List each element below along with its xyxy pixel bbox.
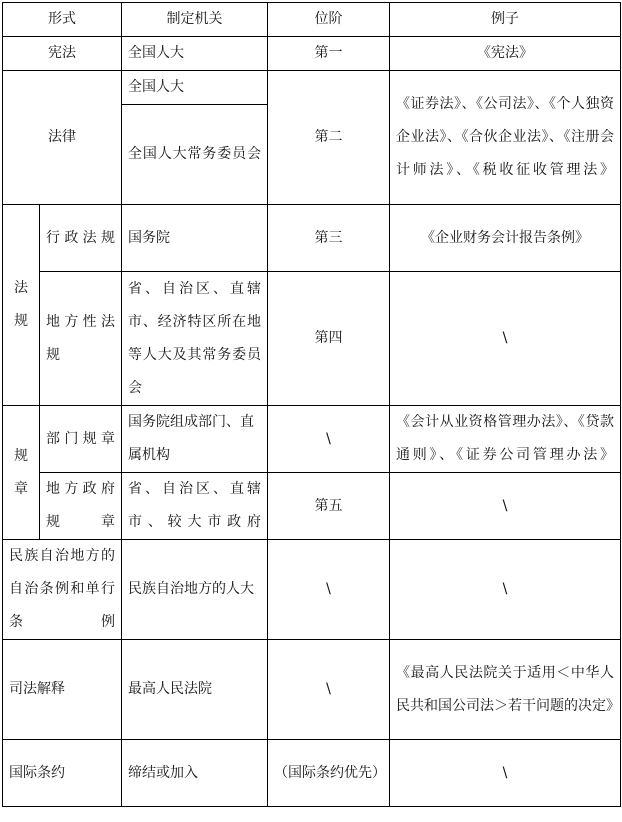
row-treaty (3, 740, 621, 807)
judicial-rank: \ (268, 640, 390, 740)
local-gov-rules-example: \ (390, 473, 621, 540)
constitution-form: 宪法 (3, 37, 122, 71)
treaty-rank: （国际条约优先） (268, 740, 390, 807)
regulation-char-2: 规 (14, 313, 28, 329)
rules-char-2: 章 (14, 480, 28, 497)
row-law-1 (3, 71, 621, 105)
header-example: 例子 (390, 3, 621, 37)
local-regulation-sub: 地方性法规 (40, 272, 122, 406)
row-judicial (3, 640, 621, 740)
law-example: 《证券法》、《公司法》、《个人独资企业法》、《合伙企业法》、《注册会计师法》、《税收征收管理法》 (390, 71, 621, 205)
autonomous-example: \ (390, 540, 621, 640)
treaty-form: 国际条约 (3, 740, 122, 807)
header-rank: 位阶 (268, 3, 390, 37)
admin-regulation-sub: 行政法规 (40, 205, 122, 272)
row-local-regulation (3, 272, 621, 406)
constitution-example: 《宪法》 (390, 37, 621, 71)
law-rank: 第二 (268, 71, 390, 205)
judicial-example: 《最高人民法院关于适用＜中华人民共和国公司法＞若干问题的决定》 (390, 640, 621, 740)
dept-rules-rank: \ (268, 406, 390, 473)
law-body-npc: 全国人大 (122, 71, 268, 105)
row-local-gov-rules (3, 473, 621, 540)
legal-forms-table (2, 2, 621, 807)
local-gov-rules-body: 省、自治区、直辖市、较大市政府 (122, 473, 268, 540)
treaty-example: \ (390, 740, 621, 807)
dept-rules-example: 《会计从业资格管理办法》、《贷款通则》、《证券公司管理办法》 (390, 406, 621, 473)
autonomous-body: 民族自治地方的人大 (122, 540, 268, 640)
admin-regulation-example: 《企业财务会计报告条例》 (390, 205, 621, 272)
rules-group-label (3, 406, 40, 540)
row-dept-rules (3, 406, 621, 473)
header-form: 形式 (3, 3, 122, 37)
regulation-char-1: 法 (14, 280, 28, 296)
local-regulation-rank: 第四 (268, 272, 390, 406)
header-body: 制定机关 (122, 3, 268, 37)
rules-char-1: 规 (14, 447, 28, 464)
row-constitution (3, 37, 621, 71)
autonomous-rank: \ (268, 540, 390, 640)
admin-regulation-rank: 第三 (268, 205, 390, 272)
row-autonomous (3, 540, 621, 640)
law-form: 法律 (3, 71, 122, 205)
row-admin-regulation (3, 205, 621, 272)
local-regulation-example: \ (390, 272, 621, 406)
local-gov-rules-rank: 第五 (268, 473, 390, 540)
judicial-body: 最高人民法院 (122, 640, 268, 740)
judicial-form: 司法解释 (3, 640, 122, 740)
constitution-body: 全国人大 (122, 37, 268, 71)
treaty-body: 缔结或加入 (122, 740, 268, 807)
constitution-rank: 第一 (268, 37, 390, 71)
dept-rules-sub: 部门规章 (40, 406, 122, 473)
autonomous-form: 民族自治地方的自治条例和单行条例 (3, 540, 122, 640)
dept-rules-body: 国务院组成部门、直属机构 (122, 406, 268, 473)
law-body-npcsc: 全国人大常务委员会 (122, 105, 268, 205)
local-gov-rules-sub: 地方政府规章 (40, 473, 122, 540)
regulation-group-label (3, 205, 40, 406)
admin-regulation-body: 国务院 (122, 205, 268, 272)
header-row (3, 3, 621, 37)
local-regulation-body: 省、自治区、直辖市、经济特区所在地等人大及其常务委员会 (122, 272, 268, 406)
